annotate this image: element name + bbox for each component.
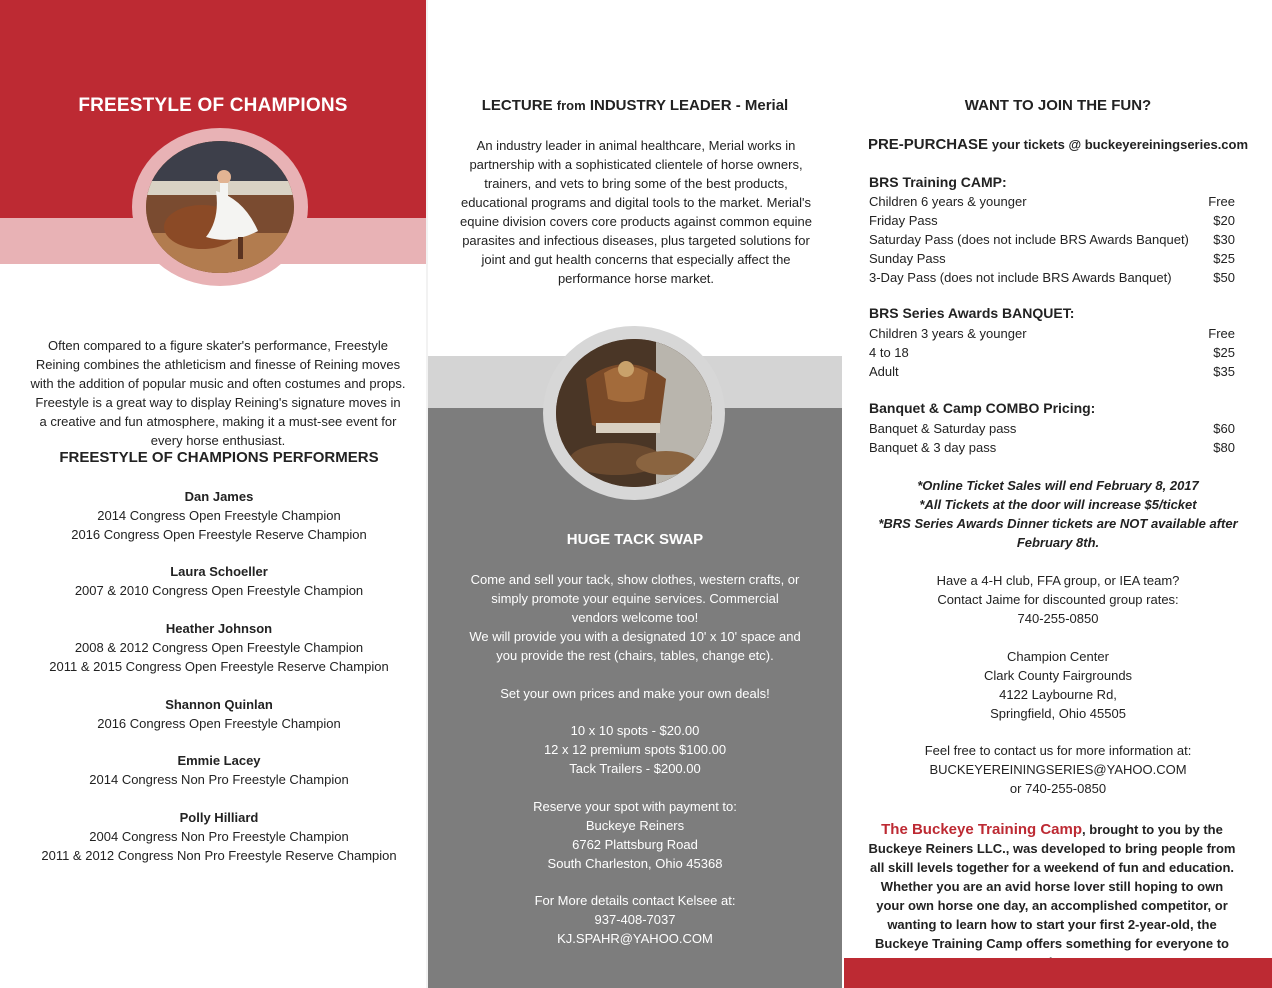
- ticket-note: *BRS Series Awards Dinner tickets are NOT available after: [878, 516, 1238, 531]
- contact-phone: 937-408-7037: [594, 912, 676, 927]
- price-label: Friday Pass: [869, 213, 938, 228]
- contact-phone: or 740-255-0850: [1009, 781, 1107, 796]
- tack-swap-text: Set your own prices and make your own deals!: [500, 686, 770, 701]
- price-label: 4 to 18: [869, 345, 909, 360]
- performer-title: 2014 Congress Open Freestyle Champion: [97, 508, 341, 523]
- price-label: Saturday Pass (does not include BRS Awards Banquet): [869, 232, 1189, 247]
- price-label: Banquet & Saturday pass: [869, 421, 1017, 436]
- reserve-info: [428, 797, 842, 873]
- price-value: $35: [1213, 364, 1235, 379]
- performers-title: FREESTYLE OF CHAMPIONS PERFORMERS: [59, 449, 379, 466]
- join-title: WANT TO JOIN THE FUN?: [964, 97, 1152, 114]
- price-row: [869, 268, 1235, 287]
- tack-swap-text: Come and sell your tack, show clothes, western crafts, or simply promote your equine services. Commercial vendors welcome too!: [470, 572, 800, 625]
- performer-name: Heather Johnson: [165, 621, 273, 636]
- price-value: Free: [1208, 194, 1235, 209]
- price-row: [869, 249, 1235, 268]
- price-row: [869, 438, 1235, 457]
- prepurchase-url: your tickets @ buckeyereiningseries.com: [991, 137, 1249, 152]
- ticket-note: *All Tickets at the door will increase $5/ticket: [919, 497, 1197, 512]
- performer-title: 2004 Congress Non Pro Freestyle Champion: [89, 829, 349, 844]
- reserve-line: Reserve your spot with payment to:: [533, 799, 737, 814]
- tack-swap-title: HUGE TACK SWAP: [566, 531, 704, 548]
- lecture-body: An industry leader in animal healthcare, Merial works in partnership with a sophisticated clientele of horse owners, trainers, and vets to bring some of the best products, educational programs and digital tools to the market. Merial's equine division covers core products against common equine parasites and infectious diseases, plus targeted solutions for joint and gut health concerns that especially affect the performance horse market.: [460, 138, 812, 286]
- price-label: Children 6 years & younger: [869, 194, 1027, 209]
- performer-title: 2016 Congress Open Freestyle Reserve Champion: [71, 527, 367, 542]
- lecture-title: [426, 97, 844, 114]
- performer-name: Dan James: [184, 489, 254, 504]
- tack-swap-text: We will provide you with a designated 10' x 10' space and you provide the rest (chairs, tables, change etc).: [469, 629, 801, 663]
- tack-spot-prices: [428, 721, 842, 778]
- training-camp-description: [866, 820, 1238, 972]
- contact-line: Feel free to contact us for more information at:: [924, 743, 1192, 758]
- ticket-note: February 8th.: [1016, 535, 1100, 550]
- price-row: [869, 343, 1235, 362]
- performer-item: [0, 487, 438, 544]
- price-label: Children 3 years & younger: [869, 326, 1027, 341]
- price-row: [869, 192, 1235, 211]
- lecture-title-part: INDUSTRY LEADER - Merial: [589, 97, 789, 114]
- group-line: Contact Jaime for discounted group rates:: [937, 592, 1179, 607]
- performer-name: Laura Schoeller: [170, 564, 268, 579]
- training-camp-brand: The Buckeye Training Camp: [881, 821, 1083, 838]
- price-value: $80: [1213, 440, 1235, 455]
- group-phone: 740-255-0850: [1017, 611, 1099, 626]
- freestyle-rider-photo: [146, 141, 294, 273]
- performer-title: 2007 & 2010 Congress Open Freestyle Champion: [74, 583, 364, 598]
- freestyle-intro: Often compared to a figure skater's performance, Freestyle Reining combines the athleticism and finesse of Reining moves with the addition of popular music and often costumes and props. Freestyle is a great way to display Reining's signature moves in a creative and fun atmosphere, making it a must-see event for every horse enthusiast.: [30, 338, 406, 448]
- spot-price: 12 x 12 premium spots $100.00: [543, 742, 727, 757]
- lecture-title-part: LECTURE: [481, 97, 553, 114]
- contact-info: [844, 741, 1272, 798]
- ticket-notes: [844, 476, 1272, 552]
- spot-price: 10 x 10 spots - $20.00: [570, 723, 700, 738]
- tack-saddle-photo: [556, 339, 712, 487]
- reserve-line: 6762 Plattsburg Road: [572, 837, 698, 852]
- performer-item: [0, 695, 438, 733]
- price-value: $25: [1213, 345, 1235, 360]
- performer-item: [0, 562, 438, 600]
- price-value: Free: [1208, 326, 1235, 341]
- price-label: Adult: [869, 364, 899, 379]
- freestyle-title: FREESTYLE OF CHAMPIONS: [78, 95, 348, 116]
- spot-price: Tack Trailers - $200.00: [569, 761, 701, 776]
- price-row: [869, 419, 1235, 438]
- price-value: $25: [1213, 251, 1235, 266]
- performer-item: [0, 808, 438, 865]
- lecture-title-part: from: [556, 98, 586, 113]
- venue-line: 4122 Laybourne Rd,: [999, 687, 1117, 702]
- price-label: 3-Day Pass (does not include BRS Awards Banquet): [869, 270, 1172, 285]
- reserve-line: South Charleston, Ohio 45368: [547, 856, 723, 871]
- price-row: [869, 211, 1235, 230]
- ticket-note: *Online Ticket Sales will end February 8, 2017: [917, 478, 1199, 493]
- price-row: [869, 362, 1235, 381]
- tack-swap-paragraph: [428, 570, 842, 627]
- footer-bar-red: [844, 958, 1272, 988]
- price-label: Banquet & 3 day pass: [869, 440, 997, 455]
- freestyle-photo-ring: [132, 128, 308, 286]
- price-value: $50: [1213, 270, 1235, 285]
- prepurchase-label: PRE-PURCHASE: [867, 136, 988, 153]
- reserve-line: Buckeye Reiners: [585, 818, 685, 833]
- venue-line: Champion Center: [1007, 649, 1109, 664]
- price-row: [869, 230, 1235, 249]
- performer-item: [0, 751, 438, 789]
- group-line: Have a 4-H club, FFA group, or IEA team?: [936, 573, 1180, 588]
- performer-name: Shannon Quinlan: [165, 697, 273, 712]
- venue-line: Springfield, Ohio 45505: [990, 706, 1126, 721]
- combo-title: Banquet & Camp COMBO Pricing:: [869, 400, 1096, 416]
- performer-title: 2014 Congress Non Pro Freestyle Champion: [89, 772, 349, 787]
- performer-name: Emmie Lacey: [177, 753, 261, 768]
- contact-email: BUCKEYEREININGSERIES@YAHOO.COM: [929, 762, 1187, 777]
- tack-swap-paragraph: [428, 627, 842, 665]
- price-value: $20: [1213, 213, 1235, 228]
- performer-title: 2011 & 2015 Congress Open Freestyle Reserve Champion: [49, 659, 389, 674]
- price-value: $30: [1213, 232, 1235, 247]
- performer-title: 2011 & 2012 Congress Non Pro Freestyle Reserve Champion: [41, 848, 397, 863]
- training-camp-text: , brought to you by the Buckeye Reiners LLC., was developed to bring people from all skill levels together for a weekend of fun and education. Whether you are an avid horse lover still hoping to own your own horse one day, an accomplished competitor, or wanting to learn how to start your first 2-year-old, the Buckeye Training Camp offers something for everyone to: [868, 822, 1236, 951]
- venue-info: [844, 647, 1272, 723]
- tack-photo-ring: [543, 326, 725, 500]
- contact-email: KJ.SPAHR@YAHOO.COM: [557, 931, 713, 946]
- camp-title: BRS Training CAMP:: [869, 174, 1007, 190]
- group-info: [844, 571, 1272, 628]
- price-row: [869, 324, 1235, 343]
- contact-line: For More details contact Kelsee at:: [534, 893, 736, 908]
- performer-title: 2008 & 2012 Congress Open Freestyle Champion: [74, 640, 364, 655]
- performer-item: [0, 619, 438, 676]
- price-value: $60: [1213, 421, 1235, 436]
- banquet-title: BRS Series Awards BANQUET:: [869, 305, 1075, 321]
- price-label: Sunday Pass: [869, 251, 946, 266]
- kelsee-contact: [428, 891, 842, 948]
- performer-title: 2016 Congress Open Freestyle Champion: [97, 716, 341, 731]
- performer-name: Polly Hilliard: [179, 810, 259, 825]
- venue-line: Clark County Fairgrounds: [983, 668, 1133, 683]
- prepurchase-line: [844, 136, 1272, 153]
